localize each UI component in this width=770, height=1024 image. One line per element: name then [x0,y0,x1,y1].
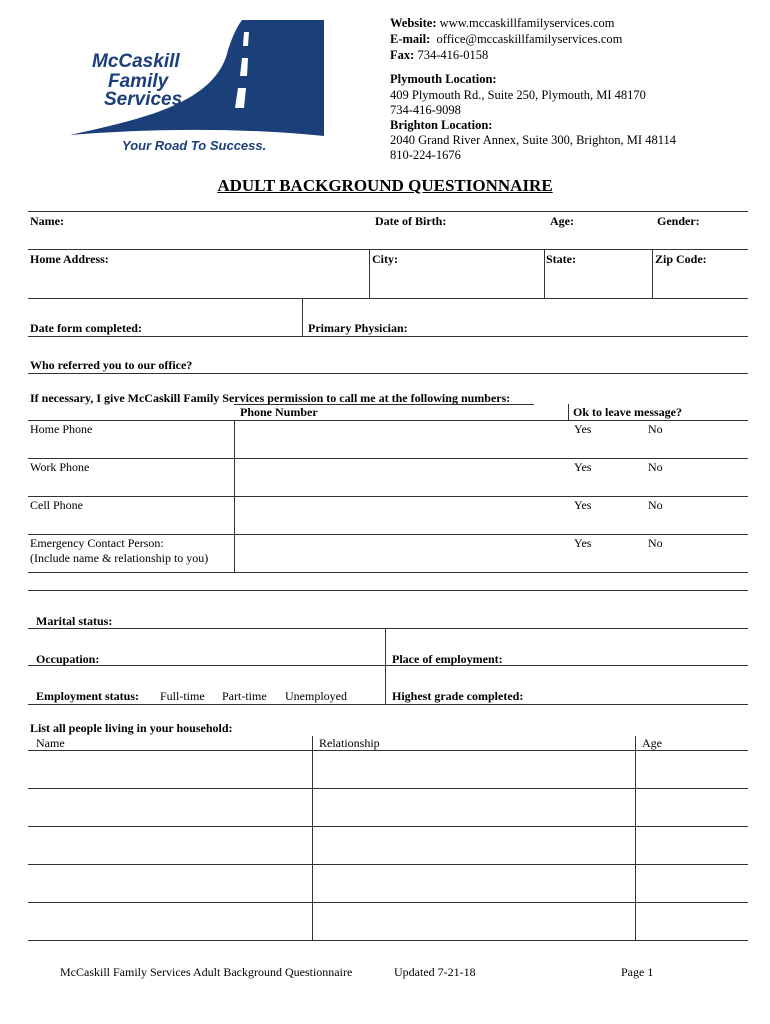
phone-label-emergency: Emergency Contact Person: [30,536,164,550]
divider [28,864,748,865]
divider [544,249,545,298]
emergency-contact-field[interactable] [236,535,566,571]
brighton-label: Brighton Location: [390,118,493,132]
state-field[interactable] [546,266,650,296]
logo-tagline: Your Road To Success. [122,138,267,153]
dob-label: Date of Birth: [375,214,447,228]
permission-text: If necessary, I give McCaskill Family Services permission to call me at the following numbers: [30,391,511,405]
household-row-age[interactable] [637,790,747,824]
brighton-phone: 810-224-1676 [390,148,461,162]
divider [28,940,748,941]
phone-number-header: Phone Number [240,405,318,419]
divider [28,373,748,374]
phone-label-cell: Cell Phone [30,498,83,512]
email-line [390,32,622,47]
date-completed-field[interactable] [28,300,298,320]
divider [369,249,370,298]
divider [28,211,748,212]
logo-line-2: Family [108,71,169,92]
highest-grade-field[interactable] [535,686,746,702]
divider [28,628,748,629]
household-label: List all people living in your household: [30,721,233,735]
gender-label: Gender: [657,214,700,228]
cell-no-option[interactable]: No [648,498,663,512]
home-phone-field[interactable] [236,421,566,457]
household-row-name[interactable] [28,866,310,900]
household-row-age[interactable] [637,866,747,900]
age-field[interactable] [546,228,651,248]
work-yes-option[interactable]: Yes [574,460,592,474]
age-label: Age: [550,214,574,228]
occupation-field[interactable] [110,648,382,664]
household-name-header: Name [36,736,65,750]
name-label: Name: [30,214,64,228]
gender-field[interactable] [655,228,748,248]
work-phone-field[interactable] [236,459,566,495]
cell-yes-option[interactable]: Yes [574,498,592,512]
name-field[interactable] [28,228,368,248]
emergency-no-option[interactable]: No [648,536,663,550]
place-employment-label: Place of employment: [392,652,503,666]
fax-number: 734-416-0158 [417,48,489,62]
cell-phone-field[interactable] [236,497,566,533]
website-line [390,16,615,31]
zip-field[interactable] [655,266,748,296]
home-yes-option[interactable]: Yes [574,422,592,436]
divider [568,404,569,420]
household-row-relationship[interactable] [314,904,634,938]
unemployed-option[interactable]: Unemployed [285,689,347,703]
phone-label-home: Home Phone [30,422,93,436]
work-no-option[interactable]: No [648,460,663,474]
state-label: State: [546,252,576,266]
footer-updated: Updated 7-21-18 [394,965,476,979]
divider [28,826,748,827]
marital-field[interactable] [120,612,746,628]
household-row-name[interactable] [28,752,310,786]
place-employment-field[interactable] [512,648,746,664]
divider [28,298,748,299]
website-link[interactable]: www.mccaskillfamilyservices.com [439,16,615,30]
phone-label-work: Work Phone [30,460,90,474]
divider [28,336,748,337]
physician-label: Primary Physician: [308,321,408,335]
household-row-name[interactable] [28,790,310,824]
footer-doc-name: McCaskill Family Services Adult Background Questionnaire [60,965,353,979]
dob-field[interactable] [372,228,542,248]
marital-label: Marital status: [36,614,113,628]
household-row-age[interactable] [637,904,747,938]
part-time-option[interactable]: Part-time [222,689,267,703]
occupation-label: Occupation: [36,652,100,666]
household-row-relationship[interactable] [314,828,634,862]
footer-page-number: Page 1 [621,965,654,979]
household-row-age[interactable] [637,828,747,862]
divider [312,736,313,940]
emergency-yes-option[interactable]: Yes [574,536,592,550]
household-row-name[interactable] [28,904,310,938]
email-link[interactable]: office@mccaskillfamilyservices.com [436,32,623,46]
date-completed-label: Date form completed: [30,321,142,335]
referred-field[interactable] [210,356,746,372]
full-time-option[interactable]: Full-time [160,689,205,703]
household-row-relationship[interactable] [314,866,634,900]
email-label: E-mail: [390,32,431,46]
phone-label-emergency-sub: (Include name & relationship to you) [30,551,209,565]
ok-message-header: Ok to leave message? [573,405,682,419]
divider [28,788,748,789]
plymouth-address: 409 Plymouth Rd., Suite 250, Plymouth, MI 48170 [390,88,646,102]
divider [635,736,636,940]
divider [652,249,653,298]
logo [66,20,324,160]
household-age-header: Age [642,736,662,750]
household-relationship-header: Relationship [319,736,380,750]
divider [28,572,748,573]
brighton-address: 2040 Grand River Annex, Suite 300, Brighton, MI 48114 [390,133,676,147]
fax-line [390,48,488,63]
highest-grade-label: Highest grade completed: [392,689,524,703]
household-row-relationship[interactable] [314,790,634,824]
plymouth-label: Plymouth Location: [390,72,497,86]
logo-line-3: Services [104,89,183,110]
household-row-age[interactable] [637,752,747,786]
referred-label: Who referred you to our office? [30,358,193,372]
employment-status-label: Employment status: [36,689,140,703]
divider [28,665,748,666]
address-label: Home Address: [30,252,109,266]
city-field[interactable] [372,266,542,296]
physician-field[interactable] [420,320,746,336]
household-row-name[interactable] [28,828,310,862]
city-label: City: [372,252,398,266]
divider [302,298,303,336]
fax-label: Fax: [390,48,415,62]
plymouth-phone: 734-416-9098 [390,103,461,117]
logo-line-1: McCaskill [92,51,180,72]
address-field[interactable] [28,266,366,296]
website-label: Website: [390,16,437,30]
divider [28,249,748,250]
divider [28,704,748,705]
divider [385,628,386,704]
household-row-relationship[interactable] [314,752,634,786]
page-title: ADULT BACKGROUND QUESTIONNAIRE [217,176,553,195]
divider [28,750,748,751]
zip-label: Zip Code: [655,252,707,266]
divider [28,590,748,591]
home-no-option[interactable]: No [648,422,663,436]
divider [28,902,748,903]
